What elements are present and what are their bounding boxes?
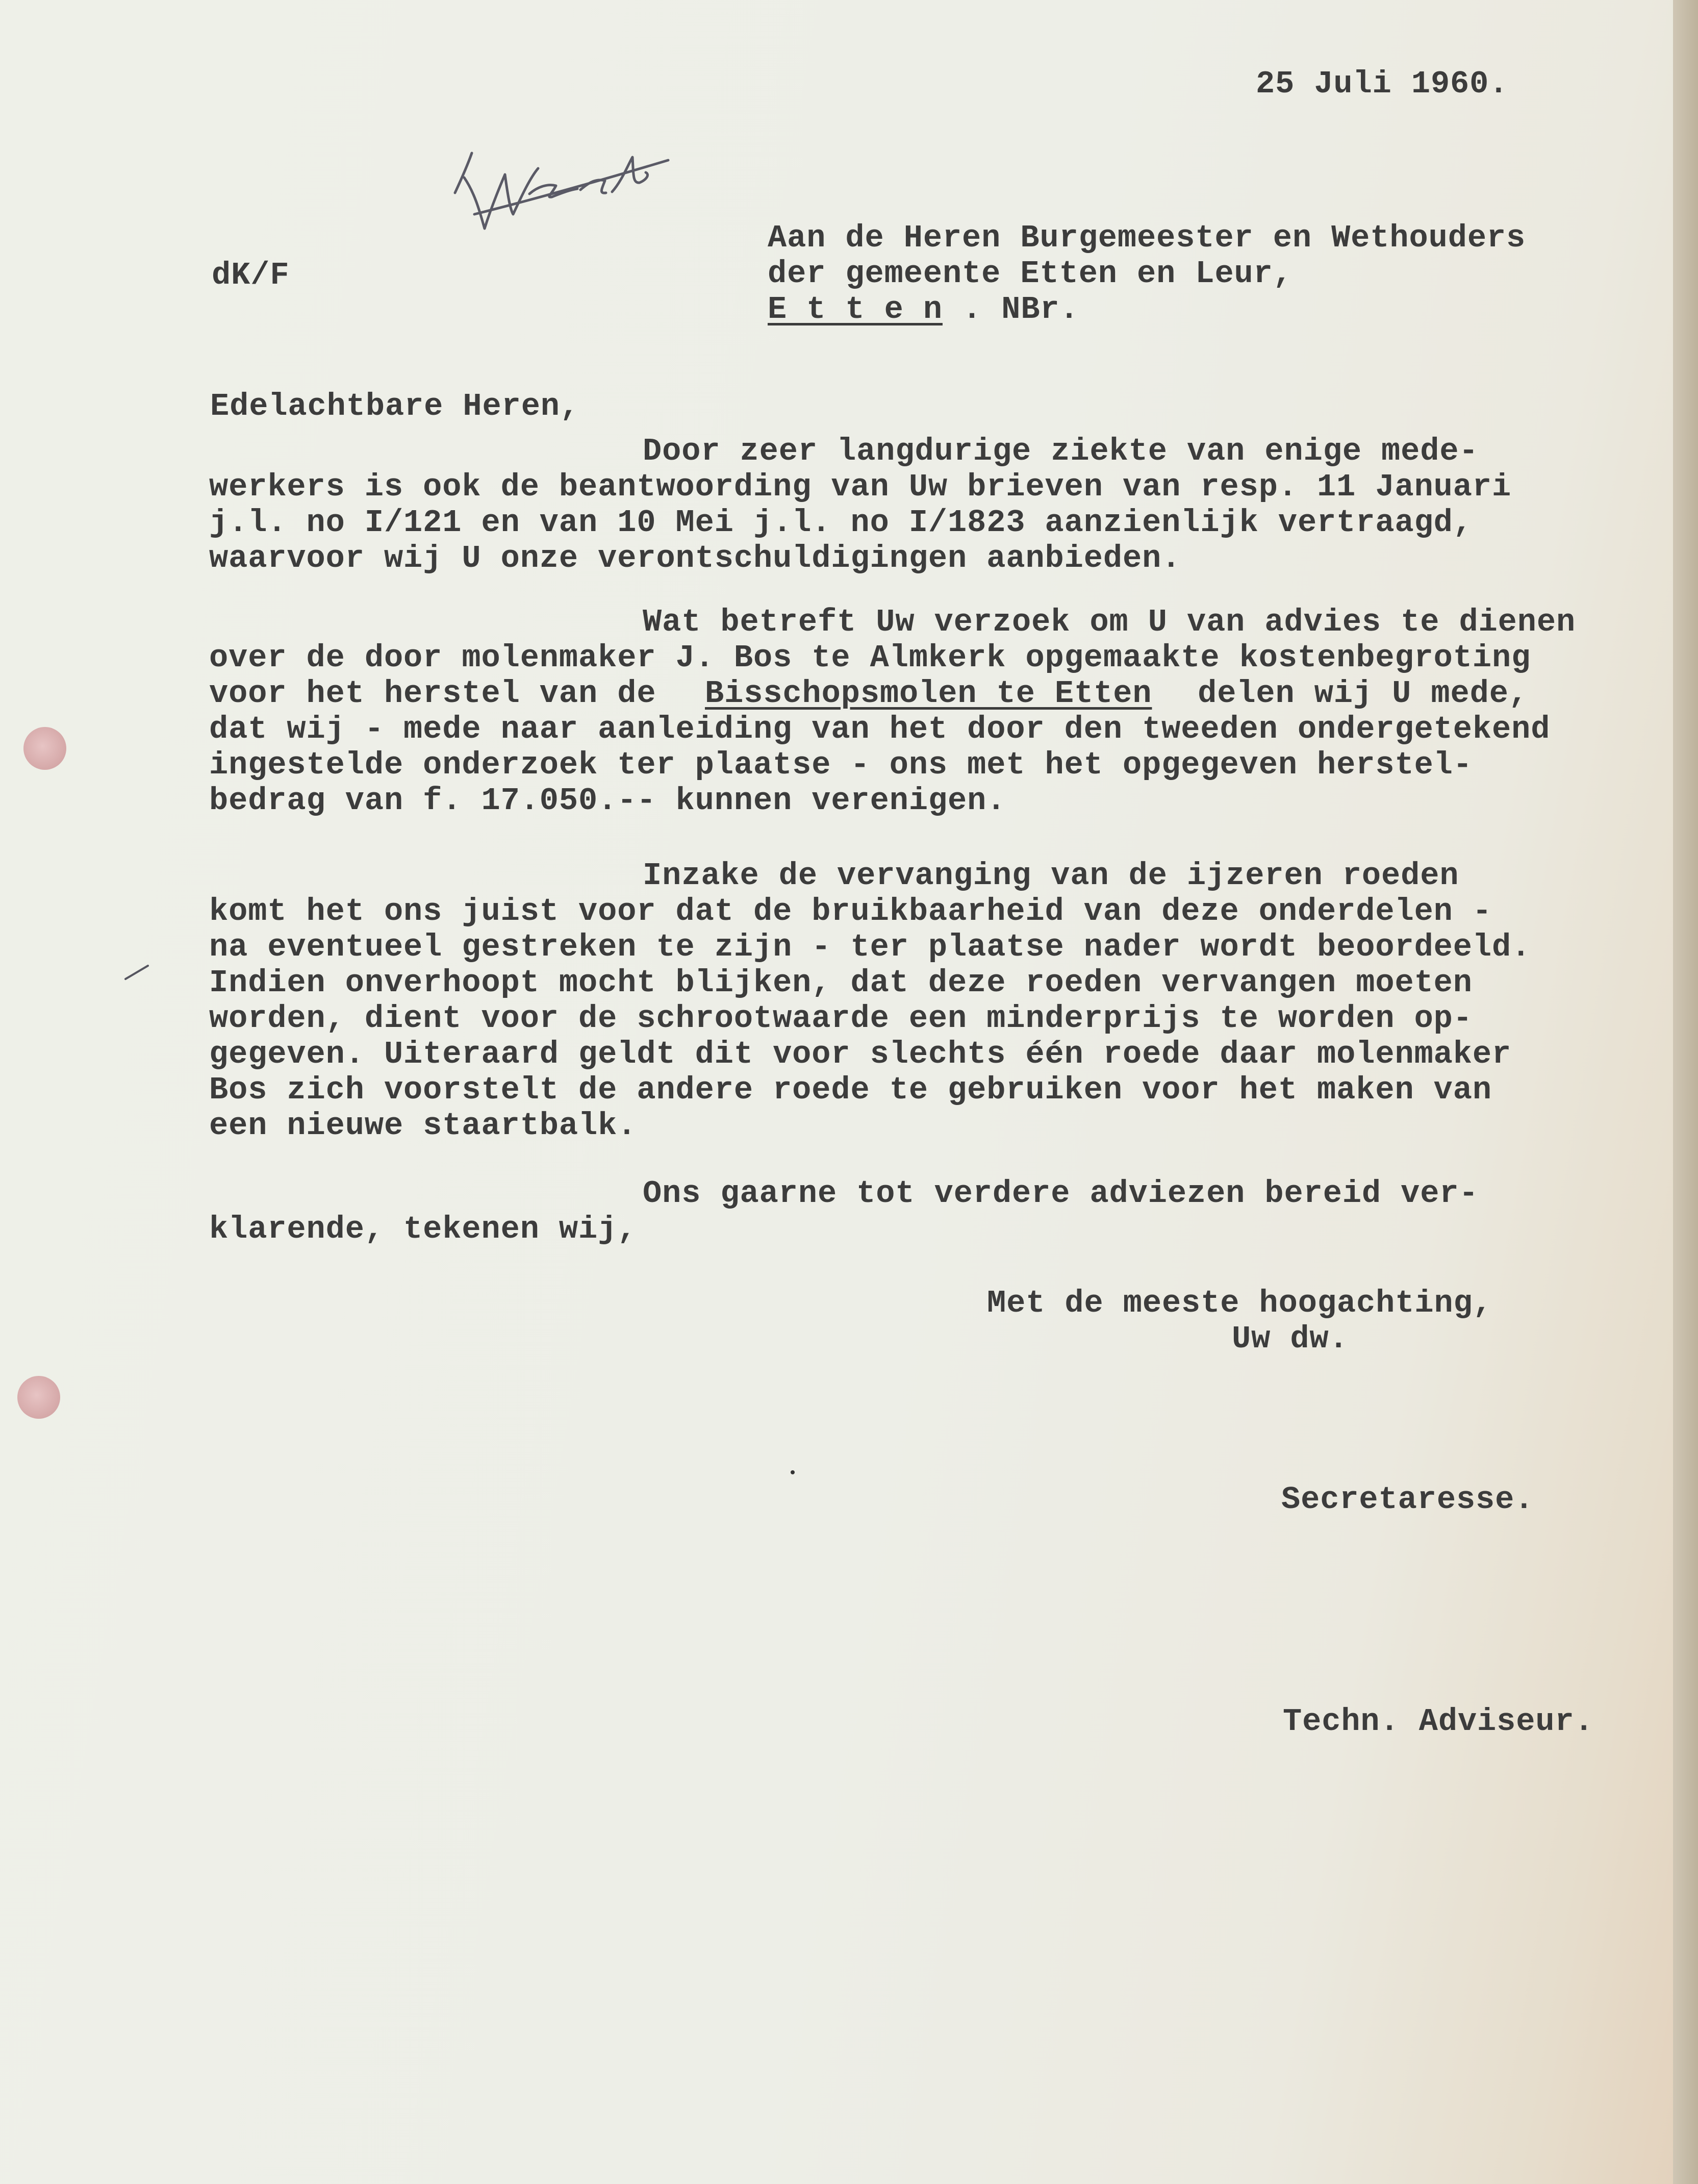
paragraph-line: worden, dient voor de schrootwaarde een minderprijs te worden op- (209, 1000, 1473, 1037)
background-surface (1673, 0, 1698, 2184)
letter-date: 25 Juli 1960. (1256, 66, 1509, 102)
paragraph-line: komt het ons juist voor dat de bruikbaarheid van deze onderdelen - (209, 893, 1492, 930)
addressee-block (768, 220, 1526, 328)
paragraph-line: Bos zich voorstelt de andere roede te gebruiken voor het maken van (209, 1072, 1492, 1108)
address-region: . NBr. (962, 291, 1079, 328)
paragraph-line: Ons gaarne tot verdere adviezen bereid ver- (643, 1175, 1479, 1212)
closing-line: Uw dw. (1232, 1321, 1349, 1357)
pencil-mark (122, 962, 153, 985)
paragraph-line: na eventueel gestreken te zijn - ter plaatse nader wordt beoordeeld. (209, 929, 1531, 965)
paragraph-line-with-underline (209, 676, 1550, 712)
closing-line: Met de meeste hoogachting, (987, 1285, 1492, 1321)
address-line: Aan de Heren Burgemeester en Wethouders (768, 220, 1526, 256)
address-city-line (768, 292, 1526, 328)
signatory-secretary: Secretaresse. (1281, 1482, 1534, 1518)
paragraph-line: klarende, tekenen wij, (209, 1211, 637, 1247)
reference-code: dK/F (212, 257, 290, 293)
paragraph-line: Inzake de vervanging van de ijzeren roeden (643, 858, 1459, 894)
paragraph-line: dat wij - mede naar aanleiding van het door den tweeden ondergetekend (209, 711, 1551, 747)
paragraph-text: voor het herstel van de (209, 675, 676, 712)
punch-hole-bottom (17, 1376, 60, 1419)
paragraph-line: een nieuwe staartbalk. (209, 1108, 637, 1144)
signatory-technical-advisor: Techn. Adviseur. (1283, 1703, 1594, 1740)
mill-name: Bisschopsmolen te Etten (705, 675, 1152, 712)
paragraph-2 (209, 604, 1576, 819)
ink-speck (791, 1470, 795, 1474)
paragraph-1 (209, 434, 1511, 576)
paragraph-line: waarvoor wij U onze verontschuldigingen aanbieden. (209, 540, 1181, 576)
salutation: Edelachtbare Heren, (210, 388, 580, 424)
paragraph-line: bedrag van f. 17.050.-- kunnen verenigen. (209, 783, 1006, 819)
closing (987, 1286, 1492, 1357)
paragraph-line: Wat betreft Uw verzoek om U van advies te dienen (643, 604, 1576, 640)
paragraph-line: Door zeer langdurige ziekte van enige mede- (643, 433, 1479, 469)
paragraph-line: Indien onverhoopt mocht blijken, dat deze roeden vervangen moeten (209, 965, 1473, 1001)
handwritten-annotation (444, 133, 689, 235)
pencil-mark-drawing (122, 962, 153, 982)
handwritten-annotation-drawing (444, 133, 689, 235)
address-city: E t t e n (768, 291, 943, 328)
address-line: der gemeente Etten en Leur, (768, 256, 1292, 292)
paragraph-3 (209, 858, 1531, 1144)
paragraph-line: werkers is ook de beantwoording van Uw brieven van resp. 11 Januari (209, 469, 1512, 505)
paragraph-text: delen wij U mede, (1178, 675, 1528, 712)
paragraph-4 (209, 1175, 1479, 1247)
paragraph-line: ingestelde onderzoek ter plaatse - ons met het opgegeven herstel- (209, 747, 1473, 783)
paragraph-line: gegeven. Uiteraard geldt dit voor slechts één roede daar molenmaker (209, 1036, 1512, 1072)
punch-hole-top (23, 727, 66, 770)
paragraph-line: j.l. no I/121 en van 10 Mei j.l. no I/1823 aanzienlijk vertraagd, (209, 505, 1473, 541)
paragraph-line: over de door molenmaker J. Bos te Almkerk opgemaakte kostenbegroting (209, 640, 1531, 676)
